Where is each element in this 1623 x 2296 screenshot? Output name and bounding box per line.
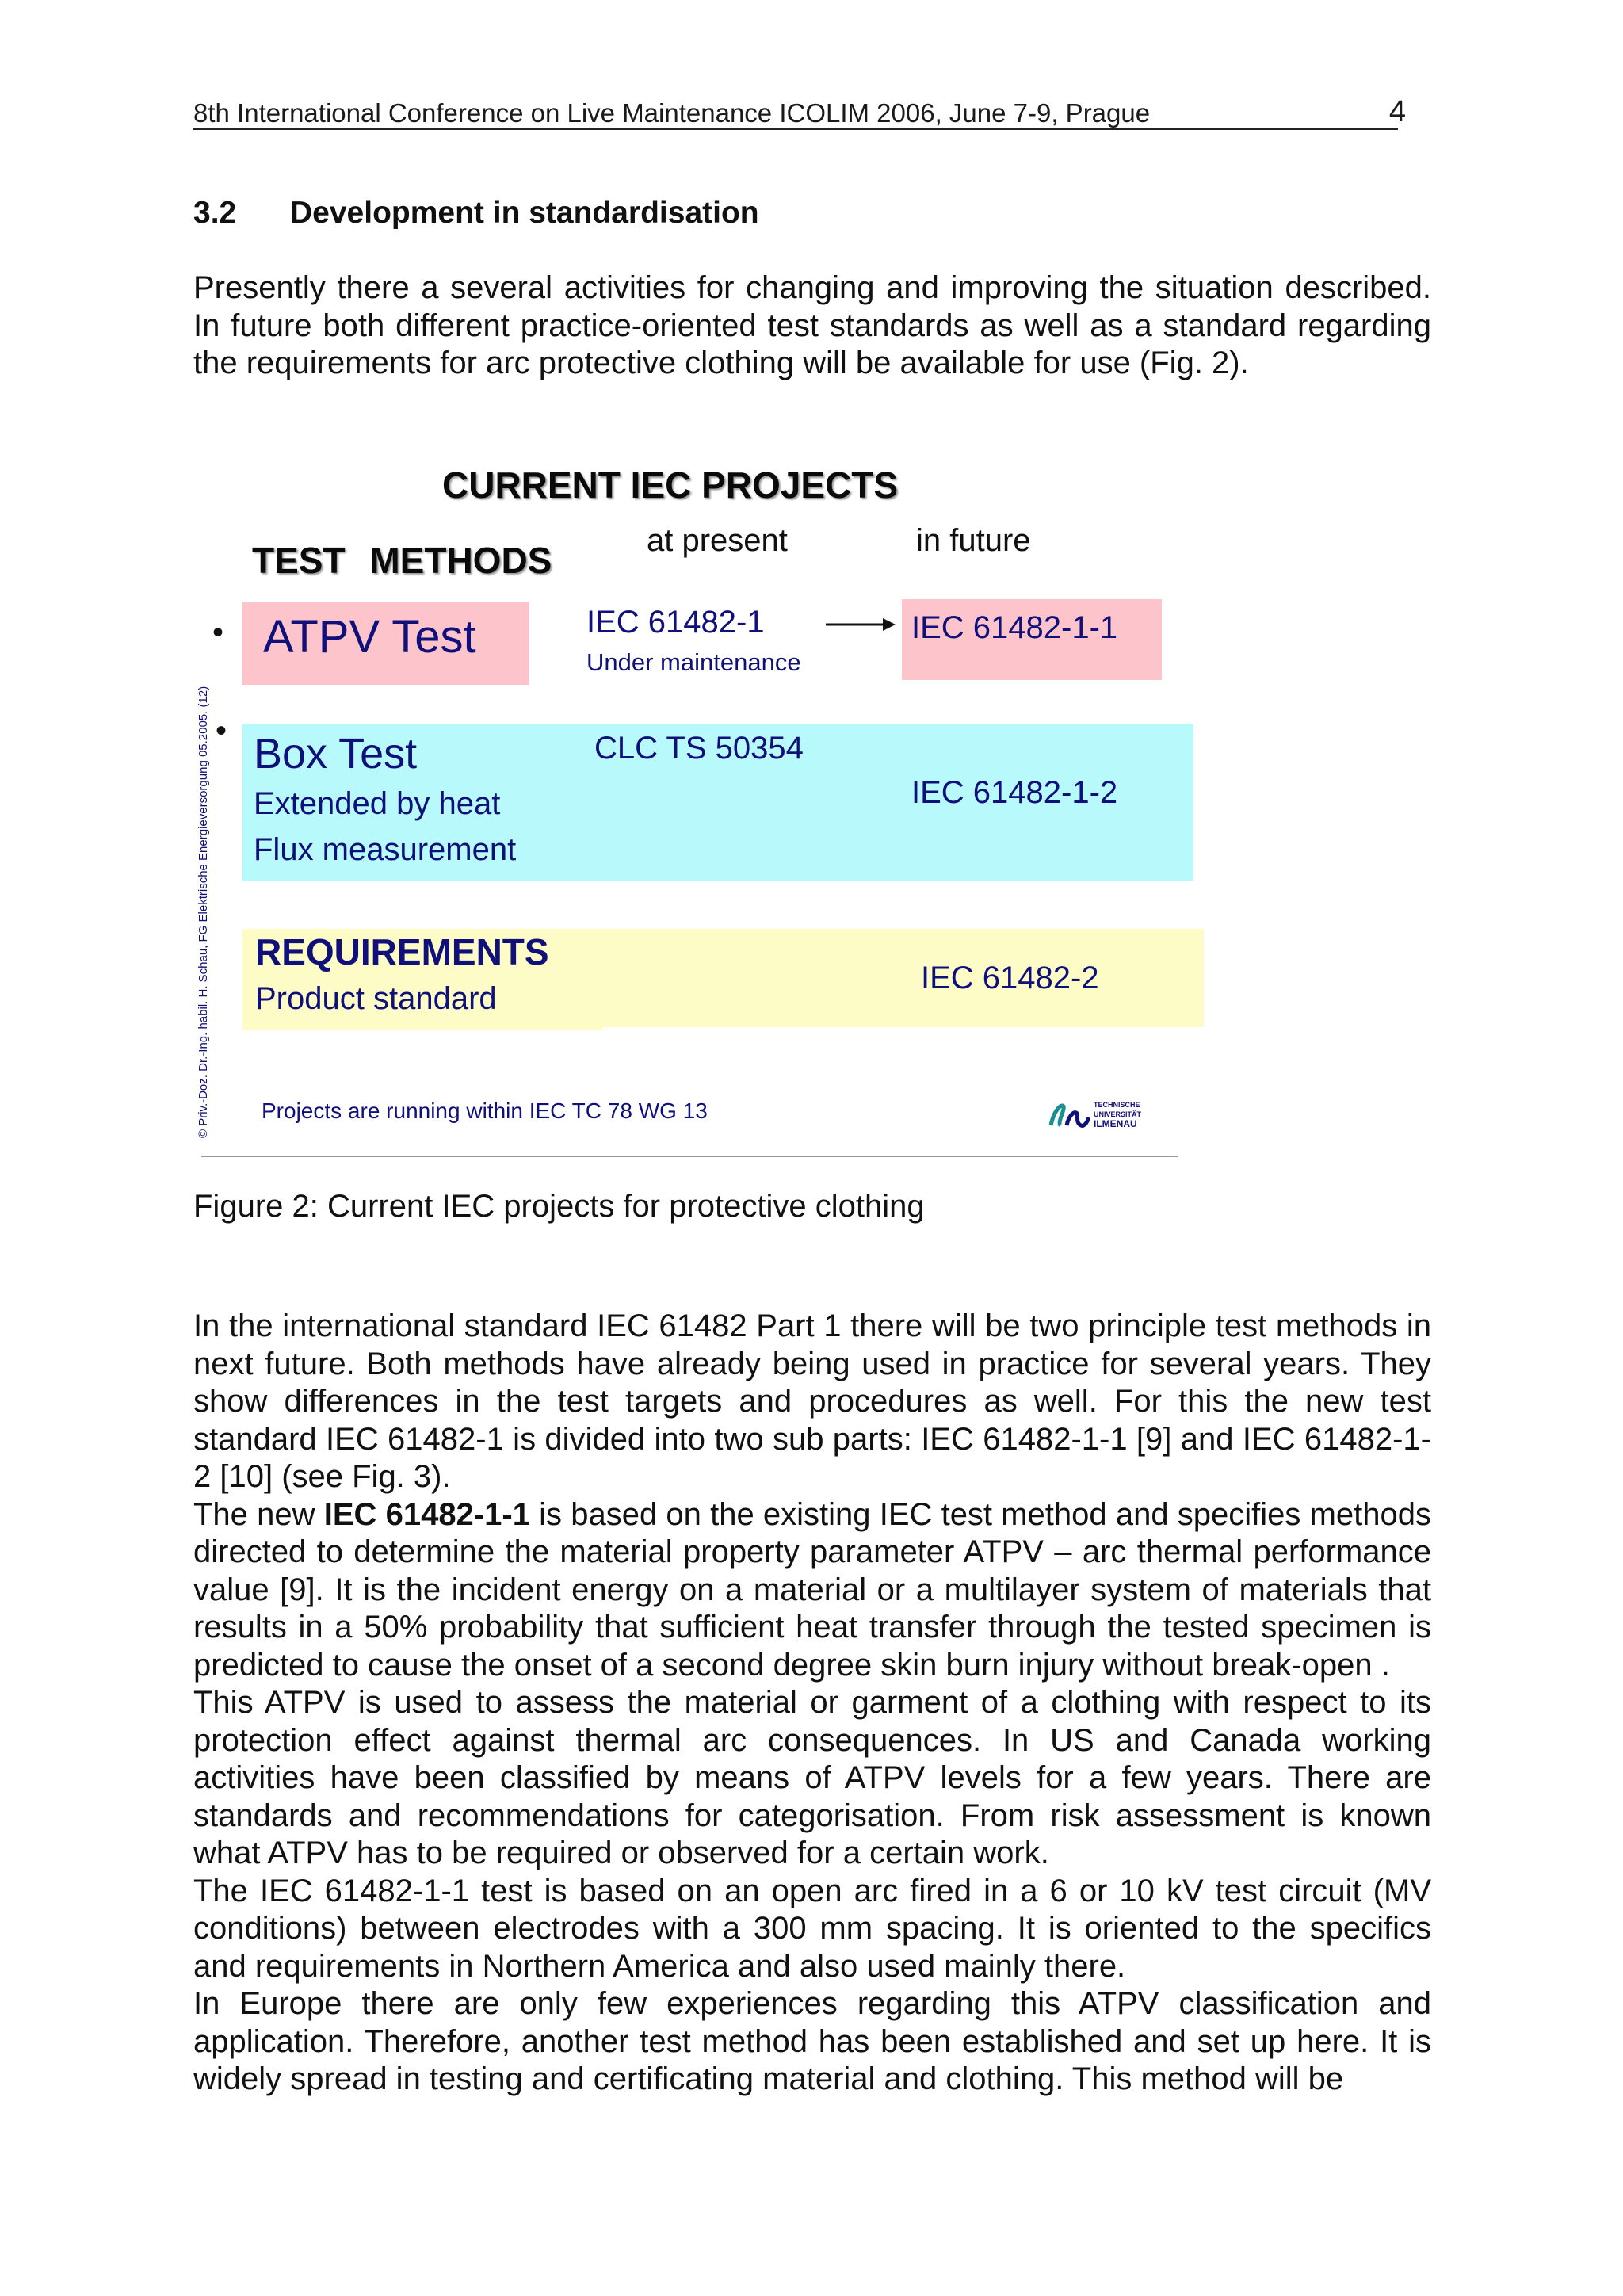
p2-bold-standard: IEC 61482-1-1 — [323, 1496, 530, 1532]
test-methods-heading: TEST METHODS — [252, 540, 552, 581]
conference-title: 8th International Conference on Live Maintenance ICOLIM 2006, June 7-9, Prague — [193, 98, 1398, 130]
figure-caption: Figure 2: Current IEC projects for protective clothing — [193, 1189, 925, 1224]
intro-paragraph: Presently there a several activities for changing and improving the situation described. In future both different practice-oriented test standards as well as a standard regarding the requirements for arc protective clothing will be available for use (Fig. 2). — [193, 270, 1431, 380]
atpv-test-label: ATPV Test — [263, 611, 476, 663]
requirements-future-standard: IEC 61482-2 — [921, 961, 1099, 995]
body-paragraph-4: The IEC 61482-1-1 test is based on an open arc fired in a 6 or 10 kV test circuit (MV conditions) between electrodes with a 300 mm spacing. It is oriented to the specifics and requirements in Northern America and also used mainly there. — [193, 1873, 1431, 1984]
atpv-future-standard: IEC 61482-1-1 — [911, 610, 1118, 645]
page-number: 4 — [1388, 95, 1406, 128]
figure-title: CURRENT IEC PROJECTS — [442, 464, 899, 506]
body-text — [193, 1308, 1431, 2099]
p2-pre: The new — [193, 1496, 324, 1532]
figure-current-iec-projects — [198, 444, 1181, 1161]
box-test-line2: Flux measurement — [254, 832, 517, 867]
figure-bottom-rule — [201, 1156, 1178, 1157]
body-paragraph-5: In Europe there are only few experiences regarding this ATPV classification and application. Therefore, another test method has been established and set up here. It is widely spread in testing and certificating material and clothing. This method will be — [193, 1986, 1431, 2096]
requirements-line1: Product standard — [255, 981, 497, 1016]
box-test-label: Box Test — [254, 730, 418, 777]
logo-text — [1094, 1100, 1141, 1129]
atpv-present-note: Under maintenance — [586, 648, 801, 676]
requirements-notch — [602, 1027, 1205, 1035]
logo-line-1: TECHNISCHE — [1094, 1101, 1140, 1109]
section-heading — [193, 196, 759, 231]
atpv-present-standard: IEC 61482-1 — [586, 605, 765, 640]
bullet-box-test: • — [216, 713, 227, 748]
tu-ilmenau-logo-icon — [1046, 1098, 1090, 1130]
page-header — [193, 95, 1406, 130]
section-title: Development in standardisation — [290, 196, 759, 230]
box-test-present-standard: CLC TS 50354 — [594, 731, 804, 766]
copyright-vertical: © Priv.-Doz. Dr.-Ing. habil. H. Schau, FG Elektrische Energieversorgung 05.2005, (12) — [197, 686, 210, 1138]
body-paragraph-2 — [193, 1496, 1431, 1685]
logo-line-3: ILMENAU — [1094, 1118, 1137, 1129]
box-test-line1: Extended by heat — [254, 786, 501, 821]
body-paragraph-1: In the international standard IEC 61482 Part 1 there will be two principle test methods in next future. Both methods have already being used in practice for several years. They show differences in the test targets and procedures as well. For this the new test standard IEC 61482-1 is divided into two sub parts: IEC 61482-1-1 [9] and IEC 61482-1-2 [10] (see Fig. 3). — [193, 1308, 1431, 1494]
p2-post: is based on the existing IEC test method and specifies methods directed to determine the material property parameter ATPV – arc thermal performance value [9]. It is the incident energy on a material or a multilayer system of materials that results in a 50% probability that sufficient heat transfer through the tested specimen is predicted to cause the onset of a second degree skin burn injury without break-open . — [193, 1496, 1432, 1683]
column-in-future: in future — [916, 523, 1031, 558]
column-at-present: at present — [647, 523, 788, 558]
requirements-label: REQUIREMENTS — [255, 931, 549, 972]
logo-line-2: UNIVERSITÄT — [1094, 1110, 1142, 1118]
box-test-future-standard: IEC 61482-1-2 — [911, 775, 1118, 810]
body-paragraph-3: This ATPV is used to assess the material or garment of a clothing with respect to its protection effect against thermal arc consequences. In US and Canada working activities have been classified by means of ATPV levels for a few years. There are standards and recommendations for categorisation. From risk assessment is known what ATPV has to be required or observed for a certain work. — [193, 1685, 1431, 1870]
running-note: Projects are running within IEC TC 78 WG 13 — [262, 1098, 708, 1123]
arrow-right-icon — [826, 615, 897, 634]
bullet-atpv: • — [212, 615, 224, 650]
tu-ilmenau-logo — [1046, 1098, 1141, 1130]
section-number: 3.2 — [193, 196, 237, 230]
